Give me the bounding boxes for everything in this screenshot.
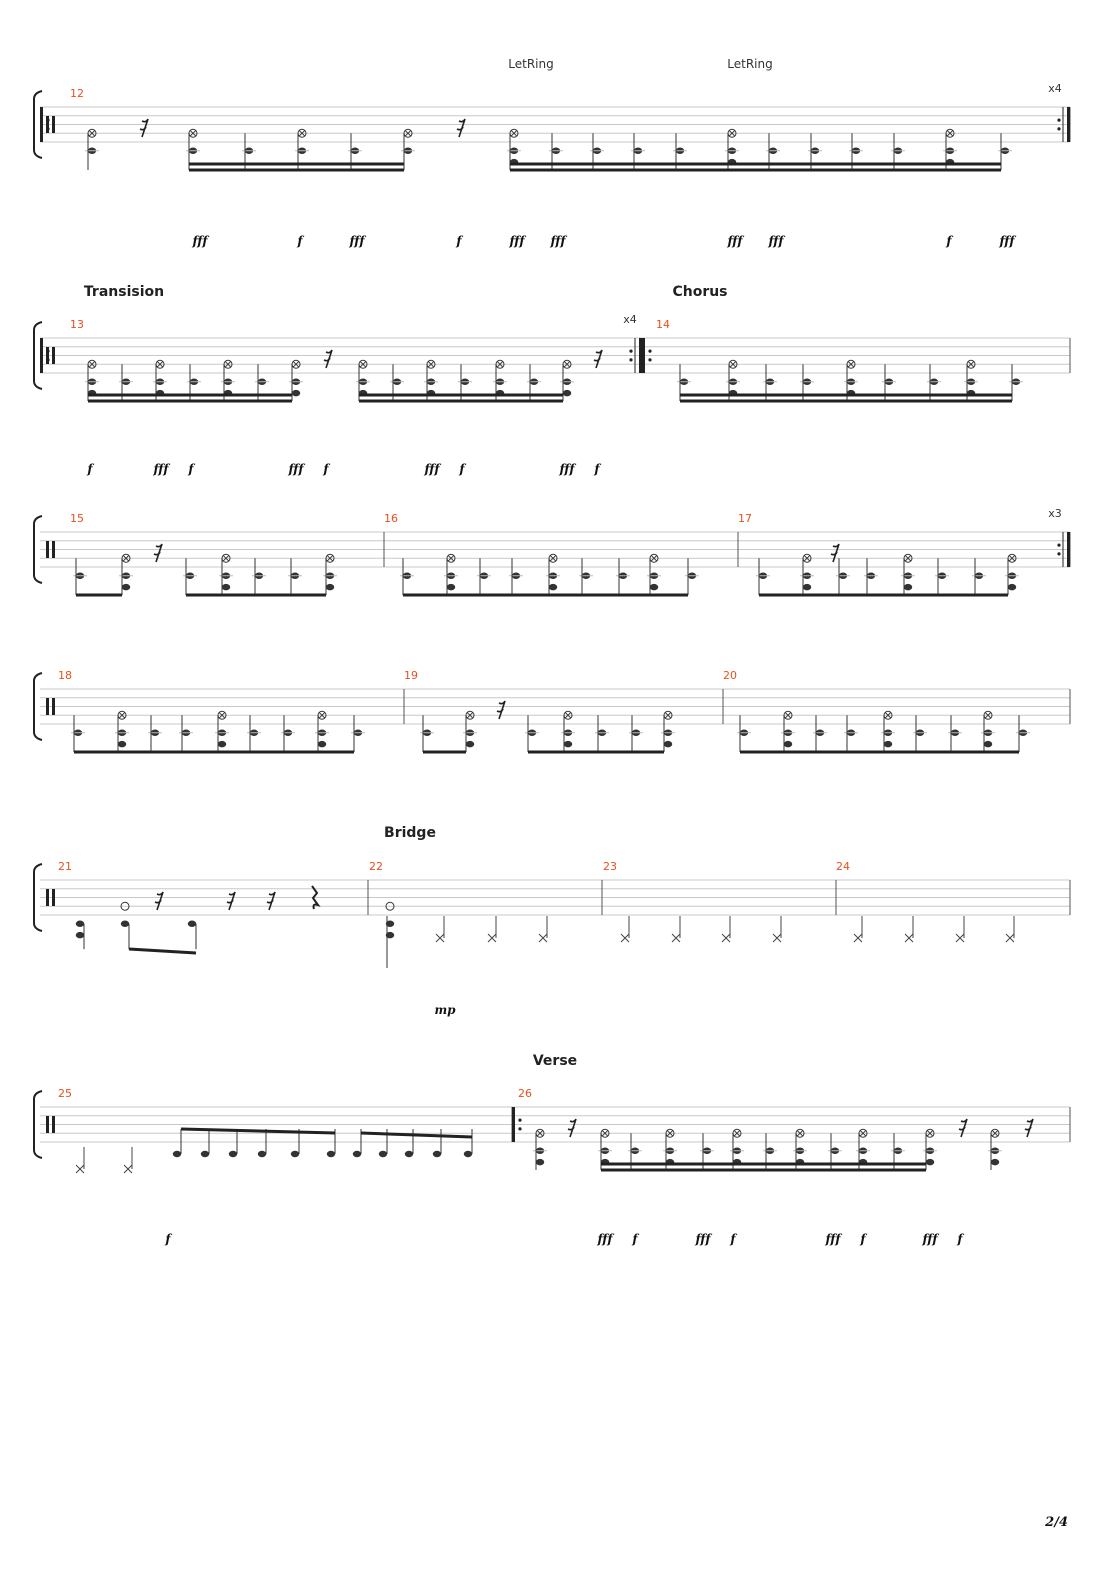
tom-note <box>464 1151 472 1157</box>
page-number: 2/4 <box>1045 1515 1068 1530</box>
rest <box>154 544 162 562</box>
repeat-dot <box>629 350 632 353</box>
percussion-clef <box>52 116 55 133</box>
hihat-foot-note <box>488 934 496 942</box>
section-marker: Bridge <box>384 825 436 841</box>
hihat-foot-note <box>672 934 680 942</box>
repeat-count: x3 <box>1048 507 1062 520</box>
kick-note <box>318 741 326 747</box>
tom-note <box>379 1151 387 1157</box>
percussion-clef <box>52 1116 55 1133</box>
percussion-clef <box>52 541 55 558</box>
drum-chord <box>85 129 99 170</box>
drum-chord <box>781 711 795 752</box>
kick-note <box>564 741 572 747</box>
hihat-foot-note <box>854 934 862 942</box>
measure-number: 15 <box>70 512 84 525</box>
tom-note <box>201 1151 209 1157</box>
repeat-dot <box>1057 119 1060 122</box>
measure-number: 22 <box>369 860 383 873</box>
percussion-clef <box>46 1116 49 1133</box>
rest <box>155 892 163 910</box>
dynamic-marking: fff <box>349 234 365 248</box>
drum-chord <box>71 715 85 752</box>
repeat-dot <box>648 350 651 353</box>
kick-note <box>664 741 672 747</box>
tom-note <box>258 1151 266 1157</box>
percussion-clef <box>46 116 49 133</box>
kick-note <box>447 584 455 590</box>
dynamic-marking: fff <box>192 234 208 248</box>
dynamic-marking: f <box>730 1232 736 1246</box>
drum-chord <box>315 711 329 752</box>
repeat-start-bar <box>40 338 43 373</box>
drum-chord <box>509 558 523 595</box>
notes-layer <box>71 119 1033 1173</box>
drum-chord <box>183 558 197 595</box>
kick-note <box>884 741 892 747</box>
drum-chord <box>73 558 87 595</box>
drum-chord <box>988 1129 1002 1170</box>
drum-chord <box>881 711 895 752</box>
drum-chord <box>836 558 850 595</box>
drum-chord <box>247 715 261 752</box>
hihat-foot-note <box>1006 934 1014 942</box>
drum-chord <box>477 558 491 595</box>
rest <box>959 1119 967 1137</box>
section-marker: Transision <box>83 284 165 300</box>
drum-chord <box>444 554 458 595</box>
kick-note <box>218 741 226 747</box>
labels-layer <box>58 57 1062 1246</box>
drum-chord <box>913 715 927 752</box>
snare-note <box>76 921 84 927</box>
repeat-end-bar <box>639 338 642 373</box>
kick-note <box>122 584 130 590</box>
repeat-dot <box>46 350 49 353</box>
drum-chord <box>864 558 878 595</box>
drum-chord <box>561 711 575 752</box>
tom-note <box>405 1151 413 1157</box>
drum-chord <box>844 715 858 752</box>
dynamic-marking: fff <box>825 1232 841 1246</box>
drum-chord <box>1005 554 1019 595</box>
kick-note <box>650 584 658 590</box>
hihat-foot-note <box>539 934 547 942</box>
repeat-dot <box>518 1127 521 1130</box>
repeat-start-bar <box>40 107 43 142</box>
drum-chord <box>281 715 295 752</box>
section-marker: Chorus <box>672 284 728 300</box>
drum-chord <box>119 554 133 595</box>
kick-note <box>326 584 334 590</box>
hihat-foot-note <box>124 1165 132 1173</box>
dynamic-marking: fff <box>768 234 784 248</box>
staff-system <box>34 864 1070 931</box>
hihat-foot-note <box>956 934 964 942</box>
dynamic-marking: f <box>165 1232 171 1246</box>
staff-system <box>34 673 1070 740</box>
dynamic-marking: f <box>946 234 952 248</box>
let-ring-annotation: LetRing <box>508 57 554 71</box>
repeat-dot <box>46 127 49 130</box>
hihat-foot-note <box>76 1165 84 1173</box>
drum-chord <box>288 558 302 595</box>
drum-chord <box>420 715 434 752</box>
drum-chord <box>901 554 915 595</box>
drum-chord <box>463 711 477 752</box>
drum-chord <box>629 715 643 752</box>
measure-number: 14 <box>656 318 670 331</box>
measure-number: 17 <box>738 512 752 525</box>
repeat-dot <box>1057 544 1060 547</box>
dynamic-marking: fff <box>509 234 525 248</box>
measure-number: 21 <box>58 860 72 873</box>
kick-note <box>991 1159 999 1165</box>
kick-note <box>549 584 557 590</box>
tom-note <box>327 1151 335 1157</box>
repeat-dot <box>648 358 651 361</box>
percussion-clef <box>46 889 49 906</box>
kick-note <box>904 584 912 590</box>
section-marker: Verse <box>532 1053 578 1069</box>
repeat-dot <box>1057 127 1060 130</box>
dynamic-marking: f <box>323 462 329 476</box>
dynamic-marking: f <box>957 1232 963 1246</box>
drum-chord <box>400 558 414 595</box>
dynamic-marking: fff <box>597 1232 613 1246</box>
hihat-foot-note <box>436 934 444 942</box>
repeat-dot <box>518 1119 521 1122</box>
kick-note <box>1008 584 1016 590</box>
rest <box>568 1119 576 1137</box>
kick-note <box>926 1159 934 1165</box>
hihat-foot-note <box>722 934 730 942</box>
tom-note <box>353 1151 361 1157</box>
tom-note <box>291 1151 299 1157</box>
percussion-clef <box>52 698 55 715</box>
drum-chord <box>115 711 129 752</box>
dynamic-marking: fff <box>424 462 440 476</box>
drum-chord <box>179 715 193 752</box>
measure-number: 19 <box>404 669 418 682</box>
drum-chord <box>661 711 675 752</box>
measure-number: 16 <box>384 512 398 525</box>
rest <box>267 892 275 910</box>
repeat-dot <box>46 358 49 361</box>
dynamic-marking: f <box>860 1232 866 1246</box>
dynamic-marking: f <box>456 234 462 248</box>
repeat-start-bar <box>642 338 645 373</box>
measure-number: 13 <box>70 318 84 331</box>
repeat-dot <box>629 358 632 361</box>
repeat-dot <box>46 119 49 122</box>
repeat-end-bar <box>1067 532 1070 567</box>
drum-chord <box>323 554 337 595</box>
rest <box>324 350 332 368</box>
kick-note <box>292 390 300 396</box>
rest <box>1025 1119 1033 1137</box>
percussion-clef <box>52 889 55 906</box>
rest <box>497 701 505 719</box>
dynamic-marking: f <box>87 462 93 476</box>
staff-system <box>34 1091 1070 1158</box>
drum-chord <box>219 554 233 595</box>
rest <box>227 892 235 910</box>
kick-note <box>536 1159 544 1165</box>
dynamic-marking: fff <box>999 234 1015 248</box>
repeat-start-bar <box>512 1107 515 1142</box>
drum-chord <box>737 715 751 752</box>
staff-layer <box>34 91 1070 1158</box>
dynamic-marking: f <box>594 462 600 476</box>
drum-chord <box>579 558 593 595</box>
note-beam <box>181 1129 335 1133</box>
measure-number: 26 <box>518 1087 532 1100</box>
measure-number: 24 <box>836 860 850 873</box>
kick-note <box>803 584 811 590</box>
hihat-foot-note <box>621 934 629 942</box>
dynamic-marking: mp <box>434 1003 456 1017</box>
percussion-clef <box>46 347 49 364</box>
measure-number: 12 <box>70 87 84 100</box>
drum-chord <box>616 558 630 595</box>
snare-note <box>121 921 129 927</box>
dynamic-marking: f <box>459 462 465 476</box>
rest <box>457 119 465 137</box>
repeat-end-bar <box>1067 107 1070 142</box>
rest <box>594 350 602 368</box>
snare-note <box>188 921 196 927</box>
drum-chord <box>215 711 229 752</box>
kick-note <box>984 741 992 747</box>
drum-chord <box>533 1129 547 1170</box>
percussion-clef <box>46 698 49 715</box>
drum-chord <box>685 558 699 595</box>
kick-note <box>222 584 230 590</box>
repeat-dot <box>1057 552 1060 555</box>
kick-note <box>466 741 474 747</box>
tom-note <box>433 1151 441 1157</box>
drum-chord <box>148 715 162 752</box>
dynamic-marking: fff <box>550 234 566 248</box>
dynamic-marking: f <box>188 462 194 476</box>
rest <box>140 119 148 137</box>
drum-chord <box>972 558 986 595</box>
repeat-count: x4 <box>1048 82 1062 95</box>
rest <box>831 544 839 562</box>
drum-chord <box>935 558 949 595</box>
kick-note <box>784 741 792 747</box>
measure-number: 23 <box>603 860 617 873</box>
drum-chord <box>595 715 609 752</box>
dynamic-marking: fff <box>153 462 169 476</box>
tom-note <box>173 1151 181 1157</box>
dynamic-marking: f <box>632 1232 638 1246</box>
drum-chord <box>525 715 539 752</box>
let-ring-annotation: LetRing <box>727 57 773 71</box>
dynamic-marking: fff <box>559 462 575 476</box>
drum-chord <box>351 715 365 752</box>
drum-chord <box>981 711 995 752</box>
kick-note <box>563 390 571 396</box>
dynamic-marking: fff <box>288 462 304 476</box>
hihat-foot-note <box>773 934 781 942</box>
dynamic-marking: fff <box>695 1232 711 1246</box>
drum-chord <box>647 554 661 595</box>
dynamic-marking: f <box>297 234 303 248</box>
measure-number: 25 <box>58 1087 72 1100</box>
measure-number: 20 <box>723 669 737 682</box>
hihat-foot-note <box>905 934 913 942</box>
staff-system <box>34 322 1070 389</box>
drum-chord <box>813 715 827 752</box>
dynamic-marking: fff <box>727 234 743 248</box>
repeat-count: x4 <box>623 313 637 326</box>
percussion-clef <box>46 541 49 558</box>
measure-number: 18 <box>58 669 72 682</box>
drum-chord <box>756 558 770 595</box>
kick-note <box>76 932 84 938</box>
drum-chord <box>1016 715 1030 752</box>
dynamic-marking: fff <box>922 1232 938 1246</box>
percussion-clef <box>52 347 55 364</box>
kick-note <box>118 741 126 747</box>
drum-chord <box>948 715 962 752</box>
tom-note <box>229 1151 237 1157</box>
drum-chord <box>800 554 814 595</box>
note-beam <box>129 949 196 953</box>
drum-chord <box>546 554 560 595</box>
drum-chord <box>252 558 266 595</box>
